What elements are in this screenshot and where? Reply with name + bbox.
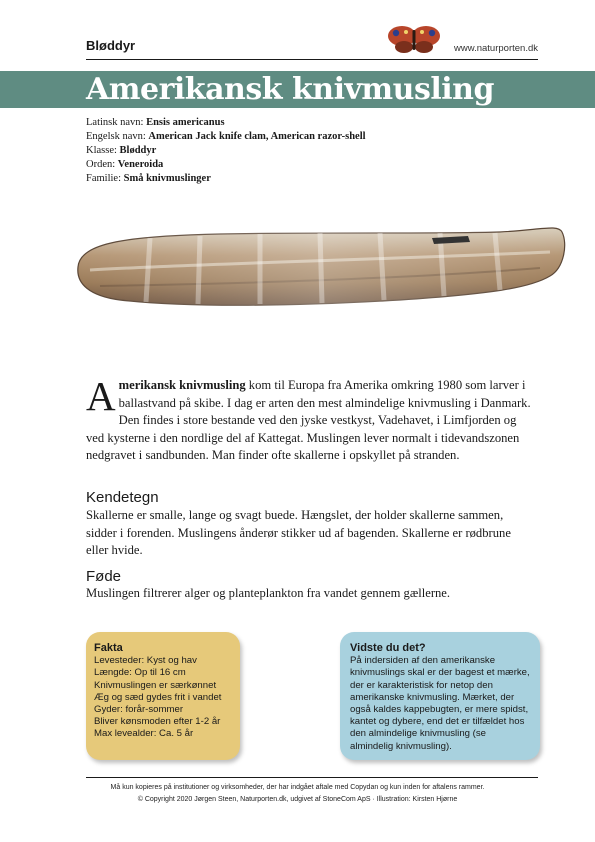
- butterfly-icon: [384, 24, 444, 54]
- meta-family: Familie: Små knivmuslinger: [86, 173, 211, 184]
- text-fode: Muslingen filtrerer alger og planteplankton fra vandet gennem gællerne.: [86, 586, 451, 600]
- vidste-text: På indersiden af den amerikanske knivmuslings skal er der bagest et mærke, der er karakteristisk for netop den amerikanske knivmusling. Mærket, der også kaldes kappebugten, er mere spidst, kantet og dybere, end det er tilfældet hos den almindelige knivmusling (se almindelig knivmusling).: [350, 655, 530, 752]
- intro-text: kom til Europa fra Amerika omkring 1980 som larver i ballastvand på skibe. I dag er arten den mest almindelige knivmusling i Danmark. Den findes i store bestande ved den jyske vestkyst, Vadehavet, i Limfjorden og ved kysterne i den nordlige del af Kattegat. Muslingen lever normalt i tidevandszonen nedgravet i sandbunden. Man finder ofte skallerne i opskyllet på stranden.: [86, 378, 531, 462]
- text-kendetegn: Skallerne er smalle, lange og svagt buede. Hængslet, der holder skallerne sammen, sidder i forenden. Muslingens ånderør stikker ud af bagenden. Skallerne er rødbrune eller hvide.: [86, 508, 511, 557]
- header-bar: [86, 38, 538, 60]
- meta-class: Klasse: Bløddyr: [86, 145, 157, 156]
- meta-latin: Latinsk navn: Ensis americanus: [86, 117, 225, 128]
- footer-divider: [86, 777, 538, 778]
- razor-clam-shell-illustration: [70, 212, 570, 322]
- fakta-heading: Fakta: [94, 642, 123, 654]
- fakta-line: Max levealder: Ca. 5 år: [94, 728, 194, 740]
- taxonomy-list: [86, 116, 366, 186]
- fakta-line: Levesteder: Kyst og hav: [94, 655, 197, 667]
- meta-order: Orden: Veneroida: [86, 159, 164, 170]
- fakta-line: Æg og sæd gydes frit i vandet: [94, 691, 222, 703]
- meta-english: Engelsk navn: American Jack knife clam, American razor-shell: [86, 131, 366, 142]
- intro-bold-lead: merikansk knivmusling: [118, 378, 246, 392]
- site-url: www.naturporten.dk: [454, 43, 538, 54]
- footer-license: Må kun kopieres på institutioner og virksomheder, der har indgået aftale med Copydan og kun inden for aftalens rammer.: [110, 784, 485, 791]
- heading-kendetegn: Kendetegn: [86, 489, 159, 506]
- fakta-line: Bliver kønsmoden efter 1-2 år: [94, 716, 221, 728]
- intro-paragraph: [86, 373, 536, 465]
- vidste-heading: Vidste du det?: [350, 642, 426, 654]
- page-title: Amerikansk knivmusling: [86, 72, 494, 107]
- fakta-line: Længde: Op til 16 cm: [94, 667, 186, 679]
- heading-fode: Føde: [86, 568, 122, 585]
- fakta-line: Knivmuslingen er særkønnet: [94, 679, 217, 691]
- fakta-box: [86, 632, 240, 760]
- category-label: Bløddyr: [86, 38, 136, 53]
- drop-cap: A: [86, 373, 116, 419]
- fakta-line: Gyder: forår-sommer: [94, 704, 184, 716]
- vidste-du-det-box: [340, 632, 540, 760]
- footer-copyright: © Copyright 2020 Jørgen Steen, Naturporten.dk, udgivet af StoneCom ApS · Illustration: Kirsten Hjørne: [137, 796, 458, 803]
